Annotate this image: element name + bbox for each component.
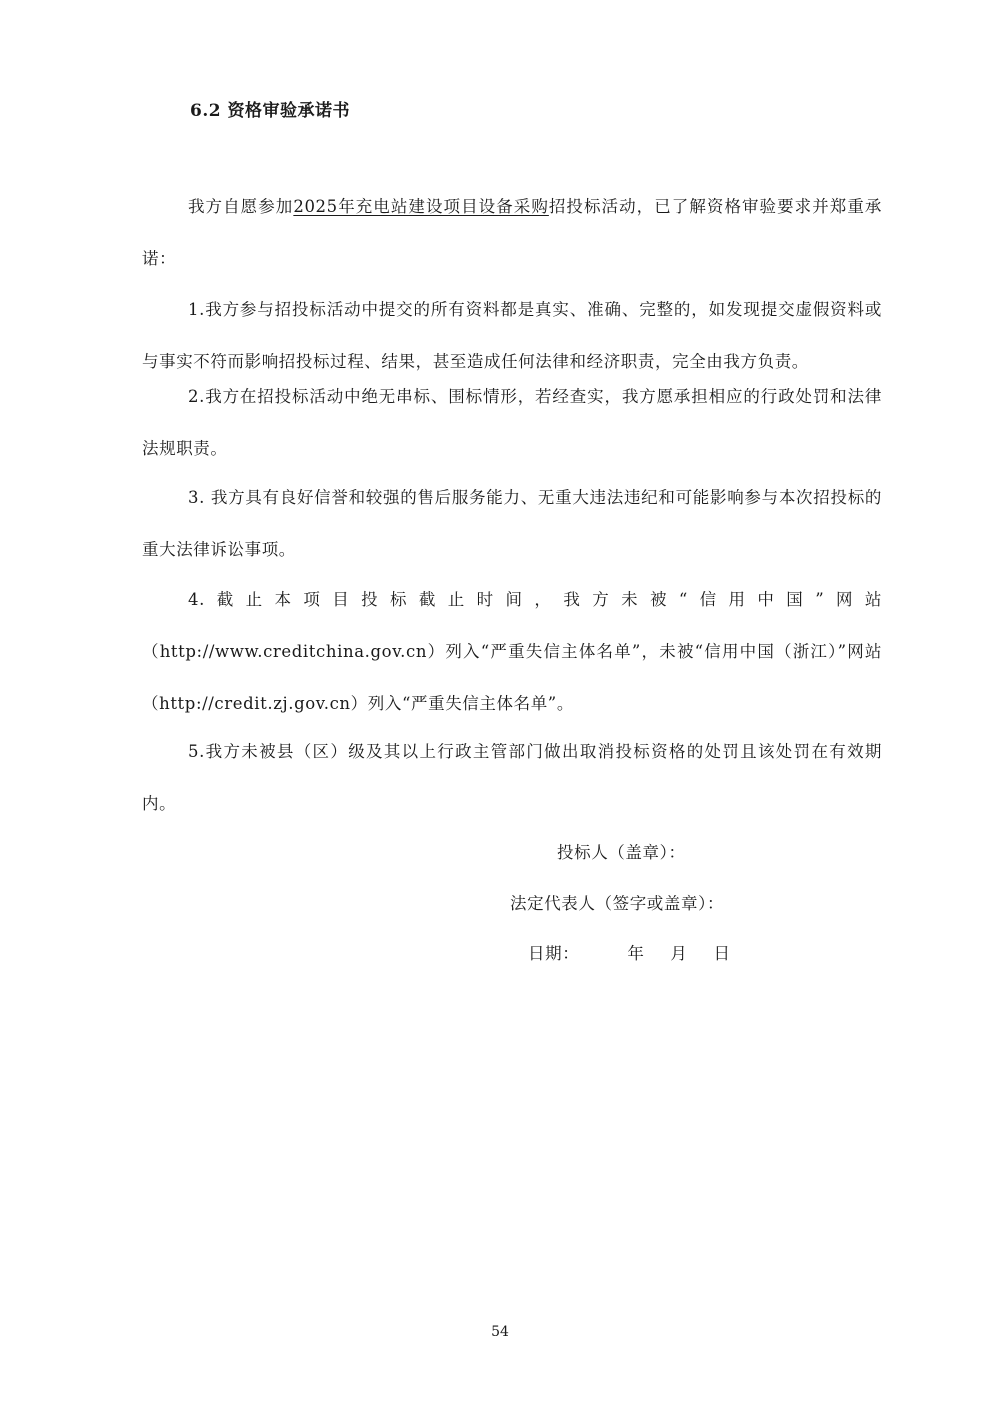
section-title: 6.2 资格审验承诺书 xyxy=(190,101,350,121)
intro-paragraph xyxy=(142,181,882,285)
intro-prefix: 我方自愿参加 xyxy=(188,197,294,216)
page-number: 54 xyxy=(491,1324,509,1340)
date-line xyxy=(528,940,731,964)
legal-rep-signature-line: 法定代表人（签字或盖章）： xyxy=(510,894,725,913)
intro-suffix: 招投标活动，已了解资格审验要求并郑重承诺： xyxy=(142,197,882,268)
date-label: 日期： xyxy=(528,944,580,963)
commitment-item-3: 3. 我方具有良好信誉和较强的售后服务能力、无重大违法违纪和可能影响参与本次招投标的重大法律诉讼事项。 xyxy=(142,488,882,559)
day-label: 日 xyxy=(713,944,731,963)
bidder-seal-line: 投标人（盖章）： xyxy=(557,843,686,862)
commitment-item-4: 4.截止本项目投标截止时间，我方未被“信用中国”网站（http://www.creditchina.gov.cn）列入“严重失信主体名单”，未被“信用中国（浙江）”网站（http://credit.zj.gov.cn）列入“严重失信主体名单”。 xyxy=(142,590,882,713)
commitment-item-5: 5.我方未被县（区）级及其以上行政主管部门做出取消投标资格的处罚且该处罚在有效期内。 xyxy=(142,742,882,813)
commitment-item-2: 2.我方在招投标活动中绝无串标、围标情形，若经查实，我方愿承担相应的行政处罚和法律法规职责。 xyxy=(142,387,882,458)
project-name: 2025年充电站建设项目设备采购 xyxy=(293,197,549,216)
month-label: 月 xyxy=(670,944,688,963)
year-label: 年 xyxy=(627,944,645,963)
commitment-item-1: 1.我方参与招投标活动中提交的所有资料都是真实、准确、完整的，如发现提交虚假资料或与事实不符而影响招投标过程、结果，甚至造成任何法律和经济职责，完全由我方负责。 xyxy=(142,300,882,371)
